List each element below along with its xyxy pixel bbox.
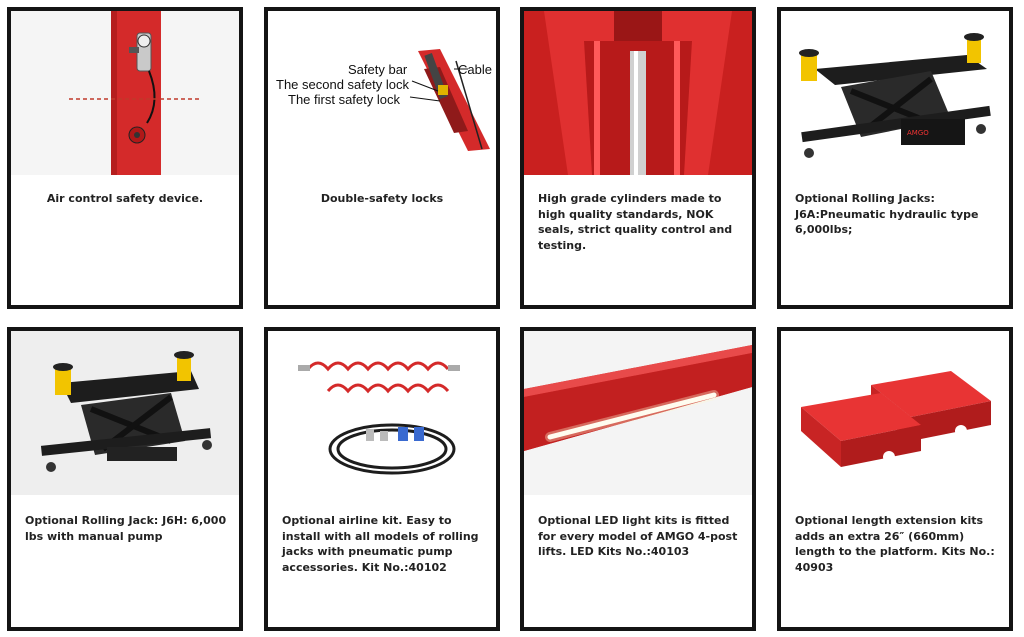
label-first-safety-lock: The first safety lock bbox=[288, 92, 400, 107]
feature-card-length-extension-kit bbox=[777, 327, 1013, 631]
led-light-kit-image bbox=[524, 331, 752, 495]
label-cable: Cable bbox=[458, 62, 492, 77]
card-caption: Optional Rolling Jack: J6H: 6,000 lbs with manual pump bbox=[25, 514, 227, 543]
card-caption: Optional length extension kits adds an extra 26″ (660mm) length to the platform. Kits No.: 40903 bbox=[795, 514, 995, 574]
svg-text:AMGO: AMGO bbox=[907, 129, 929, 137]
feature-card-rolling-jack-j6h bbox=[7, 327, 243, 631]
feature-card-air-control bbox=[7, 7, 243, 309]
label-second-safety-lock: The second safety lock bbox=[276, 77, 409, 92]
rolling-jack-j6a-image bbox=[781, 11, 1009, 175]
feature-card-double-safety-locks bbox=[264, 7, 500, 309]
feature-card-airline-kit bbox=[264, 327, 500, 631]
card-caption: Air control safety device. bbox=[46, 192, 204, 205]
rolling-jack-j6h-image bbox=[11, 331, 239, 495]
card-caption: Optional airline kit. Easy to install with all models of rolling jacks with pneumatic pump accessories. Kit No.:40102 bbox=[282, 514, 479, 574]
airline-kit-image bbox=[268, 331, 496, 495]
cylinder-image bbox=[524, 11, 752, 175]
air-control-image bbox=[11, 11, 239, 175]
card-caption: Optional Rolling Jacks: J6A:Pneumatic hydraulic type 6,000lbs; bbox=[795, 192, 979, 236]
feature-card-led-light-kit bbox=[520, 327, 756, 631]
feature-card-cylinders bbox=[520, 7, 756, 309]
card-caption: Optional LED light kits is fitted for every model of AMGO 4-post lifts. LED Kits No.:40103 bbox=[538, 514, 738, 558]
label-safety-bar: Safety bar bbox=[348, 62, 408, 77]
feature-card-rolling-jack-j6a bbox=[777, 7, 1013, 309]
card-caption: Double-safety locks bbox=[320, 192, 444, 205]
safety-locks-image bbox=[268, 11, 496, 175]
card-caption: High grade cylinders made to high quality standards, NOK seals, strict quality control and testing. bbox=[538, 192, 733, 252]
length-extension-kit-image bbox=[781, 331, 1009, 495]
